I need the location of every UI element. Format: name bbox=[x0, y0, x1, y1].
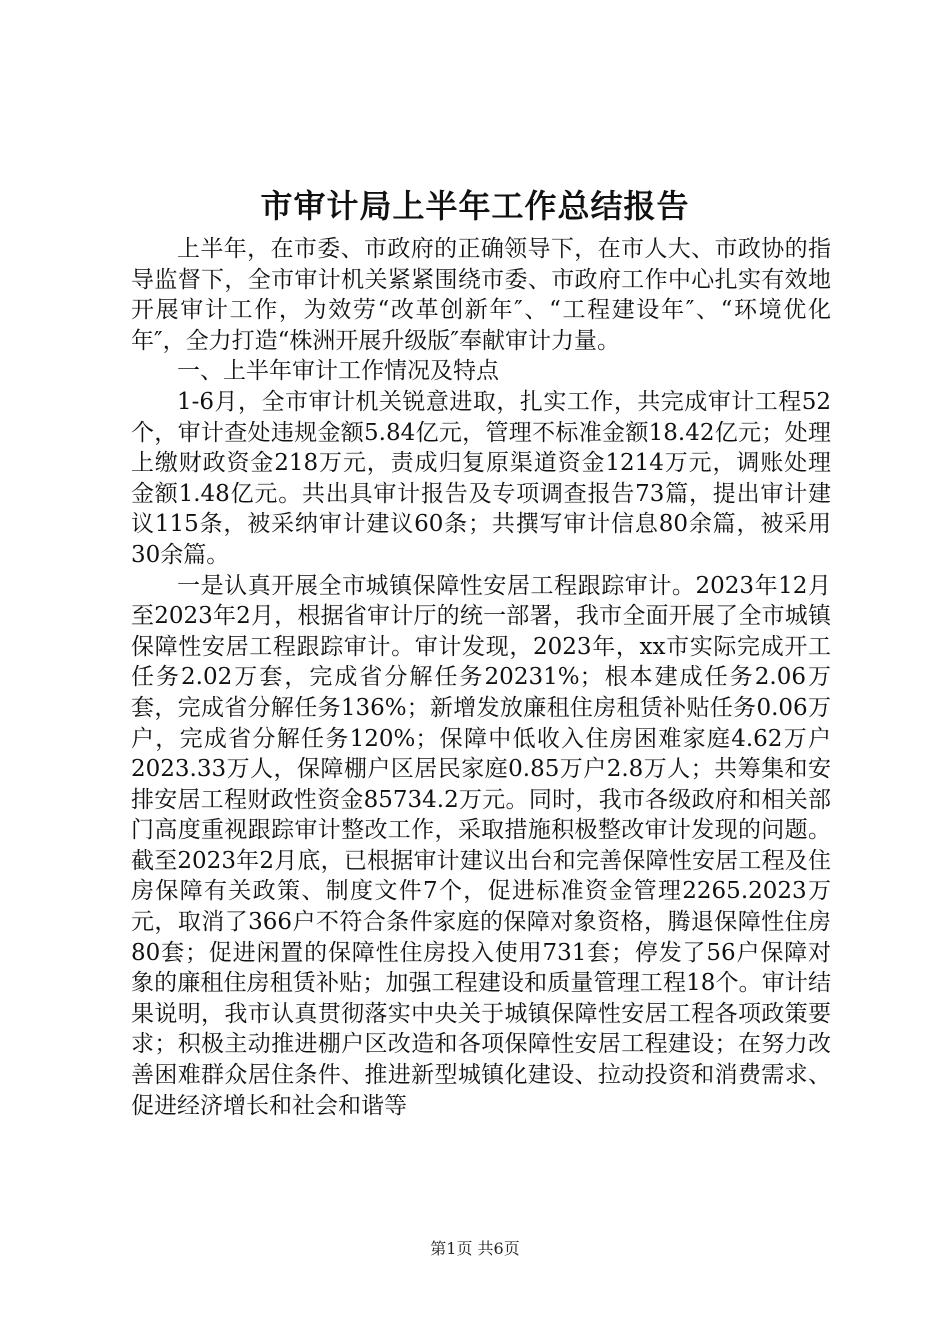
document-body bbox=[131, 234, 831, 1121]
paragraph-summary: 1-6月，全市审计机关锐意进取，扎实工作，共完成审计工程52个，审计查处违规金额5.84亿元，管理不标准金额18.42亿元；处理上缴财政资金218万元，责成归复原渠道资金1214万元，调账处理金额1.48亿元。共出具审计报告及专项调查报告73篇，提出审计建议115条，被采纳审计建议60条；共撰写审计信息80余篇，被采用30余篇。 bbox=[131, 388, 831, 568]
page-footer: 第1页 共6页 bbox=[430, 1239, 520, 1258]
document-title: 市审计局上半年工作总结报告 bbox=[260, 187, 690, 225]
paragraph-intro: 上半年，在市委、市政府的正确领导下，在市人大、市政协的指导监督下，全市审计机关紧紧围绕市委、市政府工作中心扎实有效地开展审计工作，为效劳“改革创新年″、“工程建设年″、“环境优化年″，全力打造“株洲开展升级版″奉献审计力量。 bbox=[131, 236, 831, 354]
section-heading: 一、上半年审计工作情况及特点 bbox=[177, 358, 499, 385]
paragraph-housing-audit: 一是认真开展全市城镇保障性安居工程跟踪审计。2023年12月至2023年2月，根据省审计厅的统一部署，我市全面开展了全市城镇保障性安居工程跟踪审计。审计发现，2023年，xx市实际完成开工任务2.02万套，完成省分解任务20231%；根本建成任务2.06万套，完成省分解任务136%；新增发放廉租住房租赁补贴任务0.06万户，完成省分解任务120%；保障中低收入住房困难家庭4.62万户2023.33万人，保障棚户区居民家庭0.85万户2.8万人；共筹集和安排安居工程财政性资金85734.2万元。同时，我市各级政府和相关部门高度重视跟踪审计整改工作，采取措施积极整改审计发现的问题。截至2023年2月底，已根据审计建议出台和完善保障性安居工程及住房保障有关政策、制度文件7个，促进标准资金管理2265.2023万元，取消了366户不符合条件家庭的保障对象资格，腾退保障性住房80套；促进闲置的保障性住房投入使用731套；停发了56户保障对象的廉租住房租赁补贴；加强工程建设和质量管理工程18个。审计结果说明，我市认真贯彻落实中央关于城镇保障性安居工程各项政策要求；积极主动推进棚户区改造和各项保障性安居工程建设；在努力改善困难群众居住条件、推进新型城镇化建设、拉动投资和消费需求、促进经济增长和社会和谐等 bbox=[131, 572, 831, 1119]
